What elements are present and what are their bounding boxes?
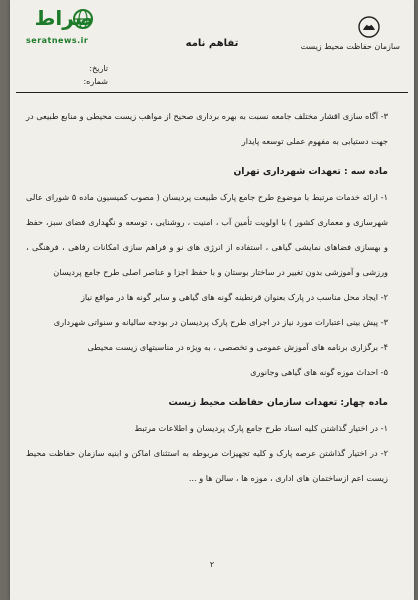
clause-prev-3: ۳- آگاه سازی اقشار مختلف جامعه نسبت به بهره برداری صحیح از مواهب زیست محیطی و منابع طبیعی در جهت دستیابی به مفهوم عملی توسعه پایدار [26, 111, 388, 146]
document-page [10, 0, 414, 600]
section4-item-2: ۲- در اختیار گذاشتن عرصه پارک و کلیه تجهیزات مربوطه به استثنای اماکن و ابنیه سازمان حفاظت محیط زیست اعم ازساختمان های اداری ، موزه ها ، سالن ها و ... [26, 448, 388, 483]
environment-emblem-icon [358, 16, 380, 38]
globe-icon [72, 8, 94, 30]
section3-item-1: ۱- ارائه خدمات مرتبط با موضوع طرح جامع پارک طبیعت پردیسان ( مصوب کمیسیون ماده ۵ شورای عالی شهرسازی و معماری کشور ) با اولویت تأمین آب ، امنیت ، روشنایی ، توسعه و نگهداری فضای سبز، حفظ و بهسازی فضاهای نمایشی گیاهی ، استفاده از انرژی های نو و فراهم سازی امکانات رفاهی ، فرهنگی ، ورزشی و آموزشی بدون تغییر در ساختار بوستان و با حفظ اجزا و عناصر اصلی طرح جامع پردیسان [26, 192, 388, 277]
header-divider [16, 92, 408, 93]
page-title: تفاهم نامه [185, 38, 239, 49]
section4-item-1: ۱- در اختیار گذاشتن کلیه اسناد طرح جامع پارک پردیسان و اطلاعات مرتبط [134, 423, 388, 433]
section3-item-2: ۲- ایجاد محل مناسب در پارک بعنوان قرنطینه گونه های گیاهی و سایر گونه ها در مواقع نیاز [80, 292, 388, 302]
date-label: تاریخ: [89, 64, 108, 73]
page-number: ۲ [209, 560, 215, 569]
watermark-brand: صراط [34, 6, 94, 30]
section3-heading: ماده سه : تعهدات شهرداری تهران [233, 166, 388, 177]
section4-heading: ماده چهار: تعهدات سازمان حفاظت محیط زیست [168, 397, 388, 408]
header-meta [38, 62, 108, 88]
document-body [26, 104, 388, 491]
section3-item-4: ۴- برگزاری برنامه های آموزش عمومی و تخصصی ، به ویژه در مناسبتهای زیست محیطی [87, 342, 388, 352]
number-label: شماره: [83, 77, 108, 86]
section3-item-3: ۳- پیش بینی اعتبارات مورد نیاز در اجرای طرح پارک پردیسان در بودجه سالیانه و سنواتی شهرداری [53, 317, 388, 327]
section3-item-5: ۵- احداث موزه گونه های گیاهی وجانوری [250, 367, 388, 377]
watermark-site: seratnews.ir [26, 36, 89, 45]
logo-text: سازمان حفاظت محیط زیست [300, 42, 400, 51]
